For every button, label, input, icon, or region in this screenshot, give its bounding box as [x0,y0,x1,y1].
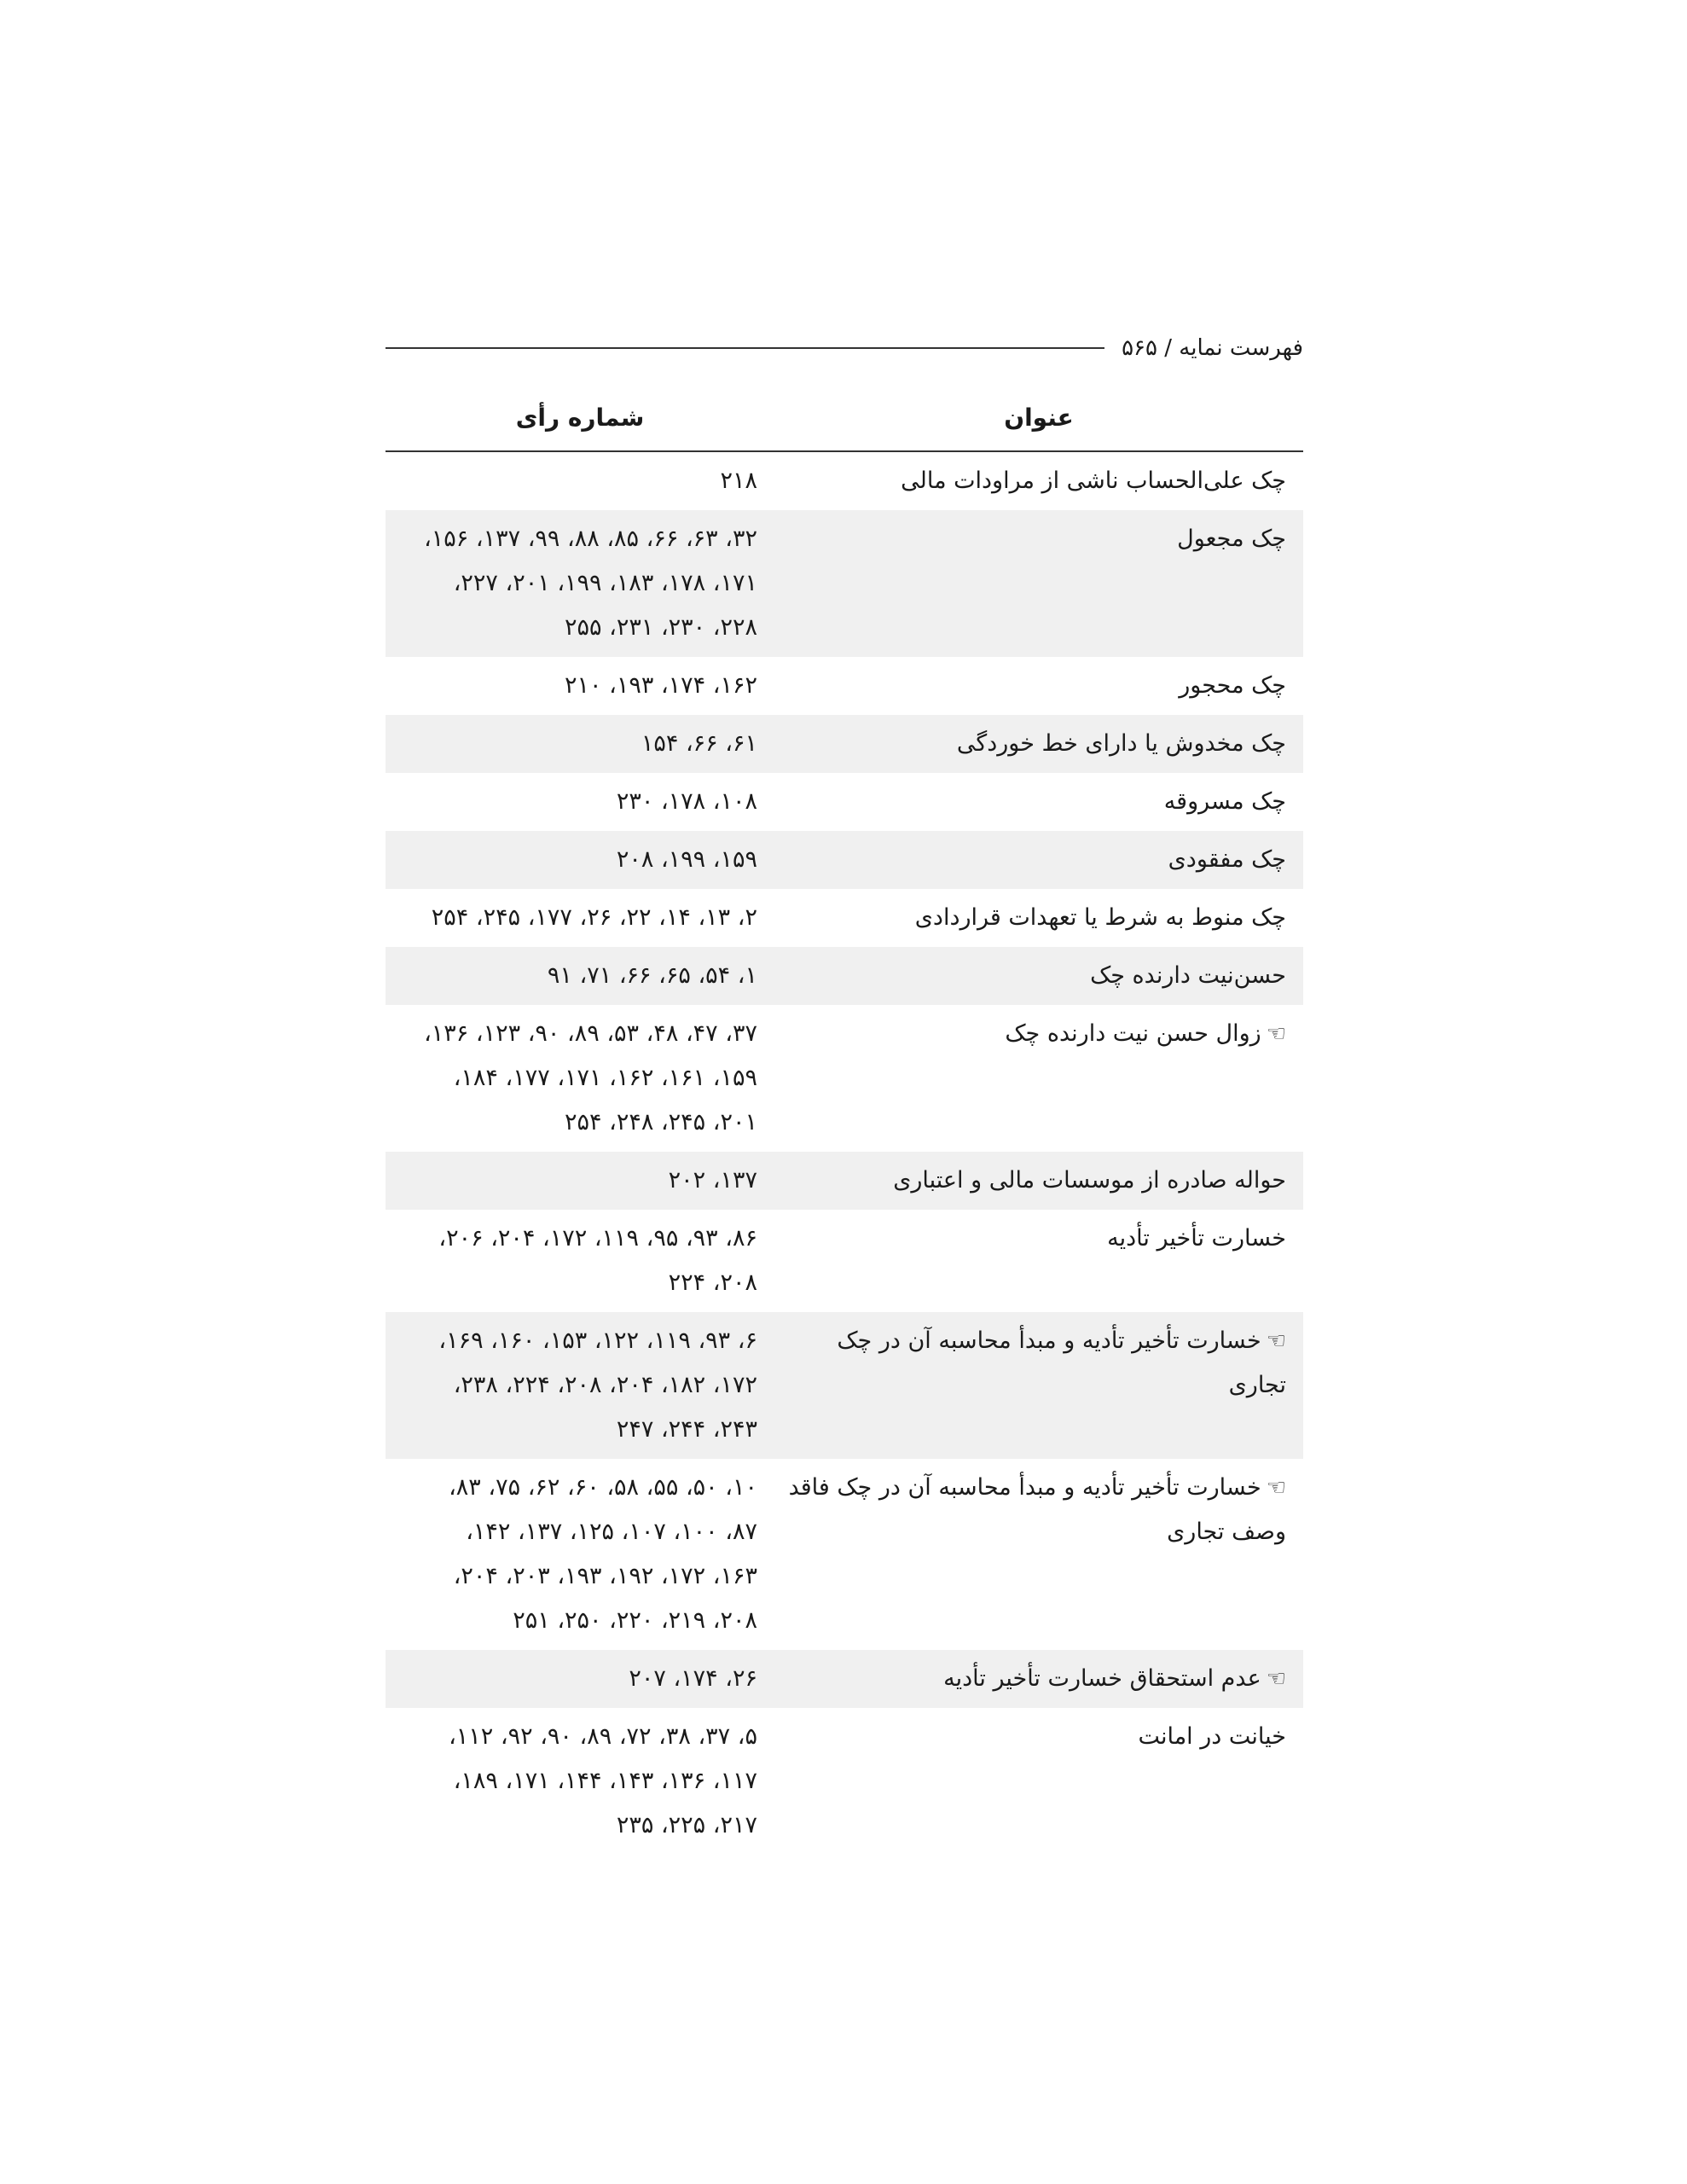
index-entry-label: عدم استحقاق خسارت تأخیر تأدیه [943,1665,1261,1692]
index-table [386,384,1303,1855]
index-entry-numbers [386,831,774,889]
index-entry-numbers [386,1005,774,1152]
index-row [386,1650,1303,1708]
index-entry-title [774,1650,1303,1708]
ruling-number-line: ۲۶، ۱۷۴، ۲۰۷ [629,1665,757,1692]
index-entry-label: خسارت تأخیر تأدیه و مبدأ محاسبه آن در چک تجاری [837,1327,1286,1398]
ruling-number-line: ۳۲، ۶۳، ۶۶، ۸۵، ۸۸، ۹۹، ۱۳۷، ۱۵۶، [424,526,757,552]
index-entry-label: حواله صادره از موسسات مالی و اعتباری [893,1167,1286,1194]
ruling-number-line: ۲۰۸، ۲۲۴ [668,1269,757,1296]
ruling-number-line: ۲۱۷، ۲۲۵، ۲۳۵ [616,1812,757,1838]
index-entry-label: خسارت تأخیر تأدیه [1107,1225,1286,1252]
ruling-number-line: ۱۱۷، ۱۳۶، ۱۴۳، ۱۴۴، ۱۷۱، ۱۸۹، [453,1768,757,1794]
index-entry-numbers [386,657,774,715]
index-row [386,831,1303,889]
index-row [386,1152,1303,1210]
index-entry-title [774,715,1303,773]
ruling-number-line: ۱۵۹، ۱۹۹، ۲۰۸ [616,846,757,873]
column-header-numbers: شماره رأی [515,403,645,432]
index-row [386,1210,1303,1312]
index-row [386,452,1303,510]
ruling-number-line: ۵، ۳۷، ۳۸، ۷۲، ۸۹، ۹۰، ۹۲، ۱۱۲، [449,1723,757,1750]
index-entry-title [774,773,1303,831]
index-row [386,1005,1303,1152]
index-entry-title [774,657,1303,715]
index-entry-label: چک منوط به شرط یا تعهدات قراردادی [914,904,1286,931]
index-entry-title [774,831,1303,889]
index-entry-numbers [386,1650,774,1708]
index-entry-numbers [386,715,774,773]
index-entry-numbers [386,889,774,947]
ruling-number-line: ۲۰۱، ۲۴۵، ۲۴۸، ۲۵۴ [565,1109,757,1136]
index-row [386,889,1303,947]
index-entry-title [774,1005,1303,1152]
ruling-number-line: ۲۲۸، ۲۳۰، ۲۳۱، ۲۵۵ [565,614,757,641]
index-row [386,715,1303,773]
index-entry-numbers [386,452,774,510]
index-entry-title [774,510,1303,657]
pointing-hand-icon: ☜ [1266,1475,1286,1501]
index-entry-label: خسارت تأخیر تأدیه و مبدأ محاسبه آن در چک فاقد وصف تجاری [788,1474,1286,1545]
ruling-number-line: ۱، ۵۴، ۶۵، ۶۶، ۷۱، ۹۱ [547,962,757,989]
index-entry-label: چک مسروقه [1163,788,1286,815]
ruling-number-line: ۶، ۹۳، ۱۱۹، ۱۲۲، ۱۵۳، ۱۶۰، ۱۶۹، [438,1327,757,1354]
column-header-title: عنوان [1004,403,1074,432]
index-entry-numbers [386,947,774,1005]
page-header [386,322,1303,374]
ruling-number-line: ۶۱، ۶۶، ۱۵۴ [641,730,757,757]
index-row [386,1312,1303,1459]
index-entry-label: زوال حسن نیت دارنده چک [1005,1020,1261,1047]
pointing-hand-icon: ☜ [1266,1328,1286,1354]
index-entry-label: خیانت در امانت [1138,1723,1286,1750]
ruling-number-line: ۱۰، ۵۰، ۵۵، ۵۸، ۶۰، ۶۲، ۷۵، ۸۳، [449,1474,757,1501]
index-row [386,1708,1303,1855]
ruling-number-line: ۱۳۷، ۲۰۲ [668,1167,757,1194]
header-rule [386,347,1104,349]
index-row [386,510,1303,657]
ruling-number-line: ۱۶۲، ۱۷۴، ۱۹۳، ۲۱۰ [565,672,757,699]
index-entry-numbers [386,1708,774,1855]
index-entry-label: حسن‌نیت دارنده چک [1090,962,1286,989]
ruling-number-line: ۱۰۸، ۱۷۸، ۲۳۰ [616,788,757,815]
ruling-number-line: ۱۵۹، ۱۶۱، ۱۶۲، ۱۷۱، ۱۷۷، ۱۸۴، [453,1065,757,1091]
ruling-number-line: ۳۷، ۴۷، ۴۸، ۵۳، ۸۹، ۹۰، ۱۲۳، ۱۳۶، [424,1020,757,1047]
pointing-hand-icon: ☜ [1266,1021,1286,1047]
index-entry-label: چک محجور [1179,672,1286,699]
index-row [386,773,1303,831]
ruling-number-line: ۲۱۸ [720,468,757,494]
page-title: فهرست نمایه / ۵۶۵ [1122,335,1303,361]
ruling-number-line: ۱۷۱، ۱۷۸، ۱۸۳، ۱۹۹، ۲۰۱، ۲۲۷، [453,570,757,596]
index-entry-title [774,452,1303,510]
index-row [386,947,1303,1005]
index-entry-label: چک علی‌الحساب ناشی از مراودات مالی [901,468,1286,494]
ruling-number-line: ۸۷، ۱۰۰، ۱۰۷، ۱۲۵، ۱۳۷، ۱۴۲، [466,1519,757,1545]
index-entry-title [774,1708,1303,1855]
index-entry-numbers [386,773,774,831]
index-entry-numbers [386,510,774,657]
index-entry-title [774,1210,1303,1312]
ruling-number-line: ۲، ۱۳، ۱۴، ۲۲، ۲۶، ۱۷۷، ۲۴۵، ۲۵۴ [431,904,757,931]
index-entry-title [774,947,1303,1005]
ruling-number-line: ۱۶۳، ۱۷۲، ۱۹۲، ۱۹۳، ۲۰۳، ۲۰۴، [453,1563,757,1589]
index-entry-numbers [386,1312,774,1459]
index-entry-label: چک مفقودی [1168,846,1286,873]
column-headers [386,384,1303,452]
pointing-hand-icon: ☜ [1266,1666,1286,1692]
index-row [386,657,1303,715]
index-entry-title [774,1459,1303,1650]
index-entry-numbers [386,1210,774,1312]
index-row [386,1459,1303,1650]
index-entry-title [774,889,1303,947]
ruling-number-line: ۸۶، ۹۳، ۹۵، ۱۱۹، ۱۷۲، ۲۰۴، ۲۰۶، [438,1225,757,1252]
index-entry-numbers [386,1459,774,1650]
index-entry-label: چک مجعول [1177,526,1286,552]
index-entry-numbers [386,1152,774,1210]
ruling-number-line: ۱۷۲، ۱۸۲، ۲۰۴، ۲۰۸، ۲۲۴، ۲۳۸، [453,1372,757,1398]
ruling-number-line: ۲۰۸، ۲۱۹، ۲۲۰، ۲۵۰، ۲۵۱ [513,1607,757,1634]
index-entry-title [774,1312,1303,1459]
index-rows [386,452,1303,1855]
ruling-number-line: ۲۴۳، ۲۴۴، ۲۴۷ [616,1416,757,1443]
index-entry-title [774,1152,1303,1210]
index-entry-label: چک مخدوش یا دارای خط خوردگی [956,730,1286,757]
